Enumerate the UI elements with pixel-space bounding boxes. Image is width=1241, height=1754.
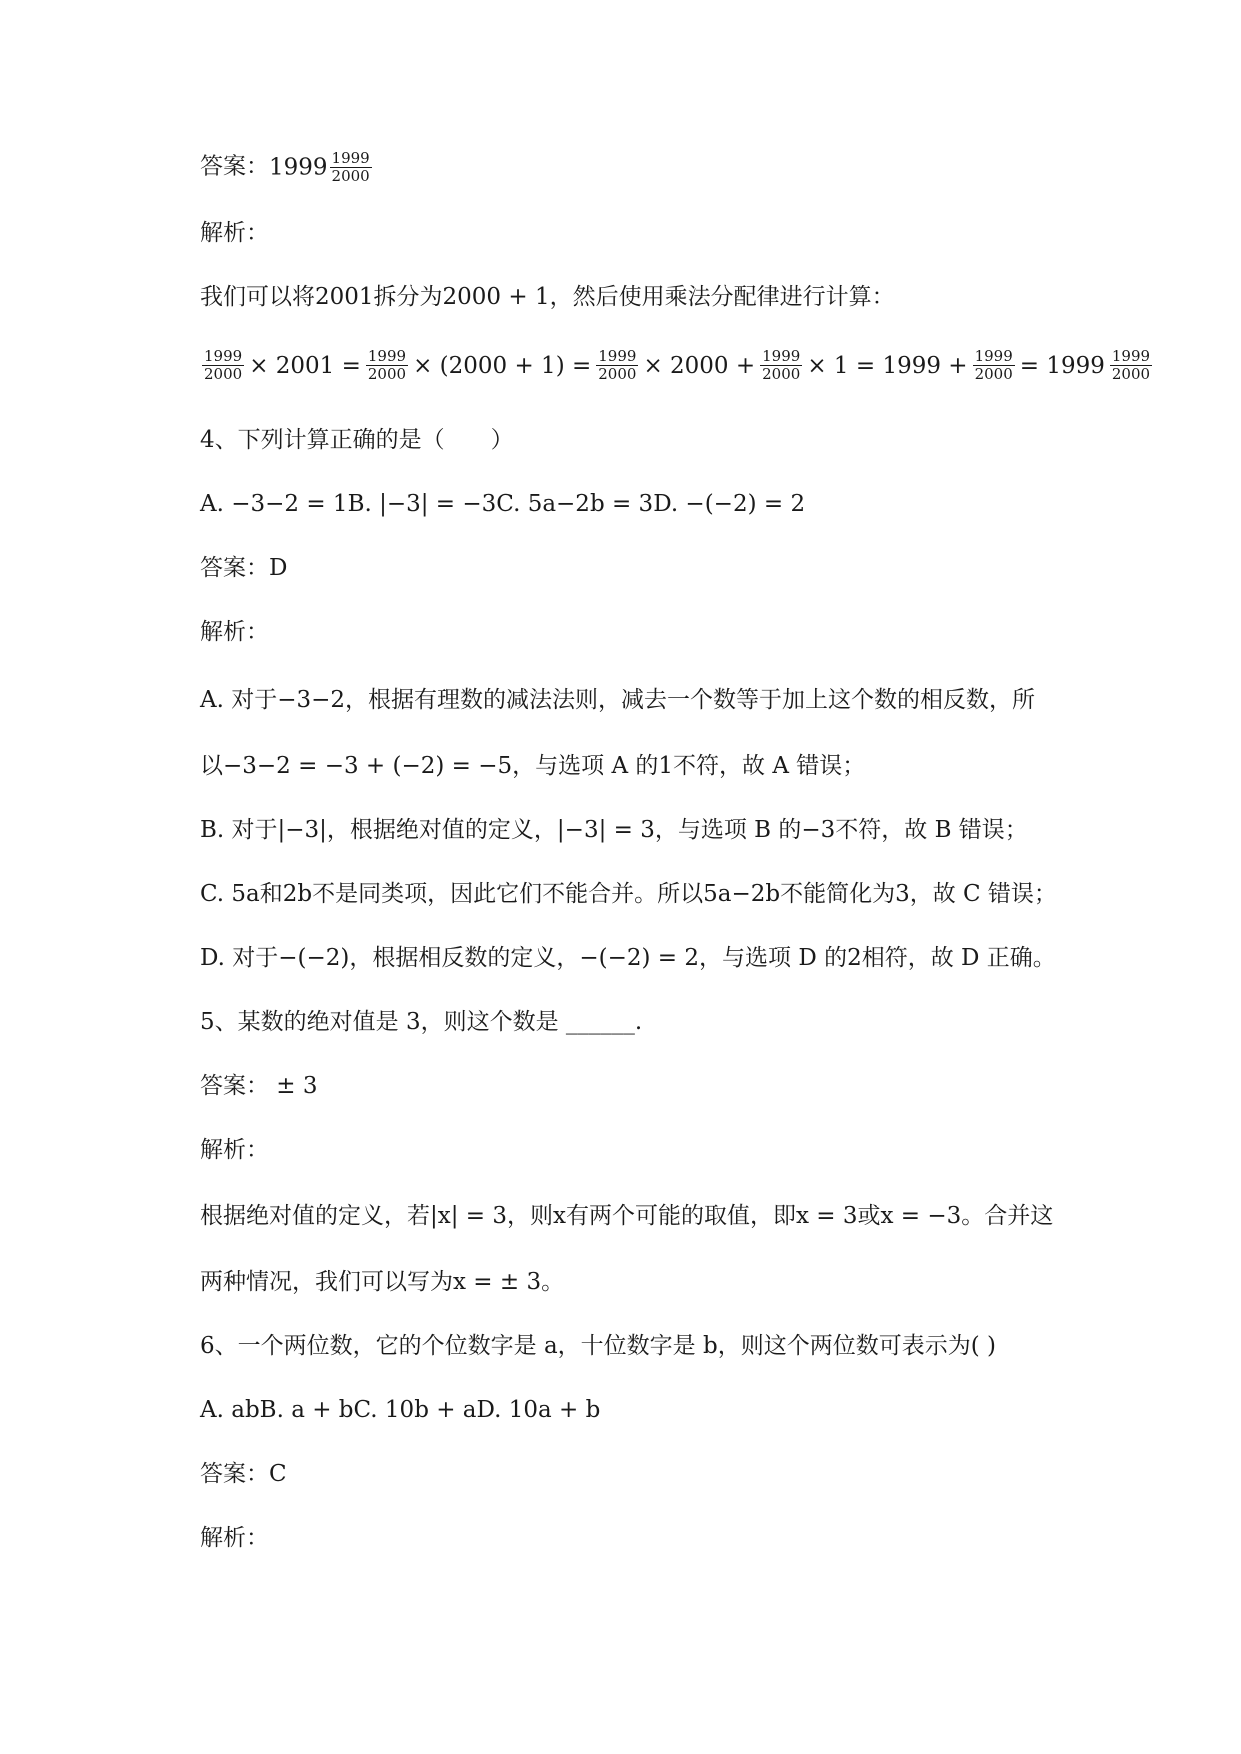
q5-analysis-line2: 两种情况，我们可以写为x = ± 3。	[200, 1269, 565, 1295]
fraction-numerator: 1999	[367, 347, 407, 365]
q4-question: 4、下列计算正确的是（ ）	[200, 427, 514, 453]
q5-analysis-line1: 根据绝对值的定义，若|x| = 3，则x有两个可能的取值，即x = 3或x = −3。合并这	[200, 1203, 1054, 1229]
fraction	[596, 348, 638, 383]
fraction-numerator: 1999	[331, 149, 370, 167]
fraction-denominator: 2000	[762, 365, 801, 383]
fraction-denominator: 2000	[1111, 365, 1151, 383]
q6-question: 6、一个两位数，它的个位数字是 a，十位数字是 b，则这个两位数可表示为( )	[200, 1333, 996, 1359]
q5-analysis-label: 解析：	[200, 1137, 269, 1163]
q6-options: A. abB. a + bC. 10b + aD. 10a + b	[200, 1397, 601, 1423]
q4-answer: 答案：D	[200, 555, 288, 581]
fraction-denominator: 2000	[204, 365, 243, 383]
equation-segment: × 2000 +	[643, 352, 756, 379]
fraction-numerator: 1999	[1111, 347, 1151, 365]
q5-question: 5、某数的绝对值是 3，则这个数是 ______.	[200, 1009, 643, 1035]
q3-answer-fraction	[330, 150, 372, 185]
q3-answer-label: 答案：	[200, 153, 269, 180]
fraction	[760, 348, 802, 383]
fraction-denominator: 2000	[367, 365, 407, 383]
q4-analysis-b: B. 对于|−3|，根据绝对值的定义，|−3| = 3，与选项 B 的−3不符，故 B 错误；	[200, 817, 1028, 843]
q5-answer: 答案： ± 3	[200, 1073, 318, 1099]
q4-analysis-d: D. 对于−(−2)，根据相反数的定义，−(−2) = 2，与选项 D 的2相符，故 D 正确。	[200, 945, 1056, 971]
q3-explanation: 我们可以将2001拆分为2000 + 1，然后使用乘法分配律进行计算：	[200, 284, 895, 310]
fraction-denominator: 2000	[331, 167, 370, 185]
q3-equation	[200, 348, 1154, 383]
fraction-numerator: 1999	[204, 347, 243, 365]
equation-segment: × 1 = 1999 +	[807, 352, 968, 379]
fraction	[202, 348, 244, 383]
q4-analysis-c: C. 5a和2b不是同类项，因此它们不能合并。所以5a−2b不能简化为3，故 C 错误；	[200, 881, 1057, 907]
fraction-numerator: 1999	[598, 347, 637, 365]
q3-analysis-label: 解析：	[200, 220, 269, 246]
q4-analysis-label: 解析：	[200, 619, 269, 645]
fraction	[366, 348, 408, 383]
fraction-denominator: 2000	[974, 365, 1013, 383]
equation-segment: = 1999	[1019, 352, 1105, 379]
fraction-denominator: 2000	[598, 365, 637, 383]
equation-segment: × (2000 + 1) =	[413, 352, 592, 379]
fraction	[973, 348, 1015, 383]
q3-answer	[200, 150, 374, 185]
q4-analysis-a-line1: A. 对于−3−2，根据有理数的减法法则，减去一个数等于加上这个数的相反数，所	[200, 687, 1036, 713]
q4-options: A. −3−2 = 1B. |−3| = −3C. 5a−2b = 3D. −(−2) = 2	[200, 491, 806, 517]
q4-analysis-a-line2: 以−3−2 = −3 + (−2) = −5，与选项 A 的1不符，故 A 错误；	[200, 753, 866, 779]
fraction-numerator: 1999	[762, 347, 801, 365]
q6-analysis-label: 解析：	[200, 1525, 269, 1551]
fraction	[1110, 348, 1152, 383]
q3-answer-int: 1999	[269, 154, 328, 181]
equation-segment: × 2001 =	[249, 352, 361, 379]
fraction-numerator: 1999	[974, 347, 1013, 365]
q6-answer: 答案：C	[200, 1461, 287, 1487]
